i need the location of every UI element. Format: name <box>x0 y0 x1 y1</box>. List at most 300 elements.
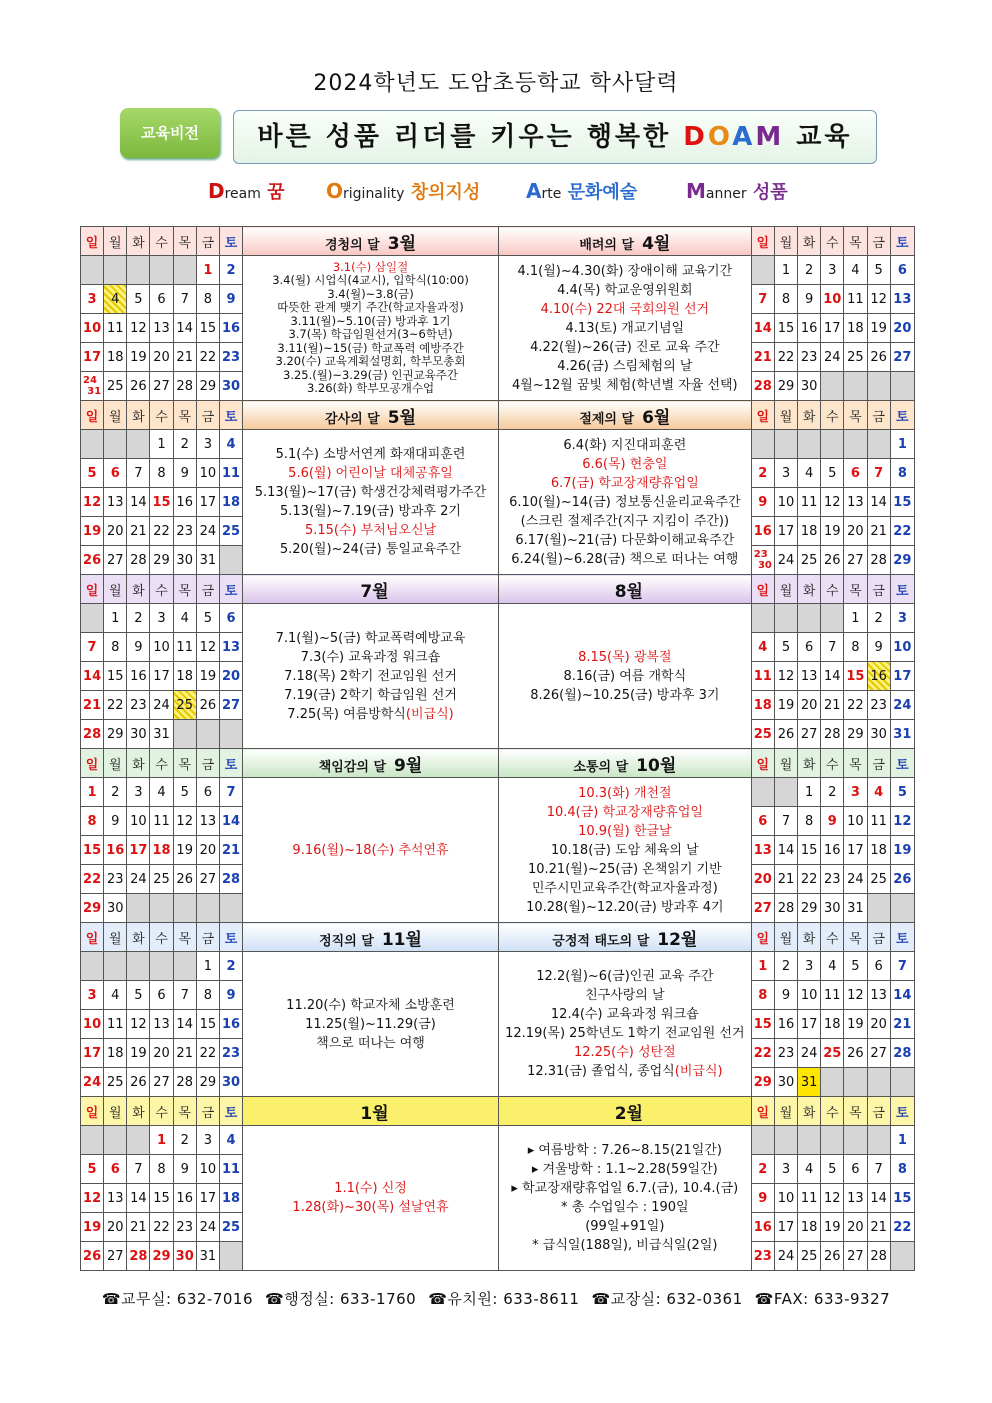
event-item: 7.3(수) 교육과정 워크숍 <box>300 649 441 665</box>
day-cell-nov: 16 <box>219 1010 242 1039</box>
day-cell-sep: 29 <box>81 894 104 923</box>
event-item: 8.15(목) 광복절 <box>578 649 672 665</box>
day-cell-may: 14 <box>127 488 150 517</box>
day-cell-mar: 22 <box>196 343 219 372</box>
day-cell-jun <box>798 430 821 459</box>
event-item: 3.7(목) 학급임원선거(3~6학년) <box>288 327 453 341</box>
weekday-left-2: 화 <box>127 1097 150 1126</box>
day-cell-oct: 9 <box>821 807 844 836</box>
day-cell-oct: 10 <box>844 807 867 836</box>
day-cell-jul: 24 <box>150 691 173 720</box>
event-item: 4.4(목) 학교운영위원회 <box>557 282 693 298</box>
events-feb <box>498 1126 751 1271</box>
day-cell-dec: 19 <box>844 1010 867 1039</box>
event-item: 12.2(월)~6(금)인권 교육 주간 <box>536 969 714 984</box>
day-cell-nov: 19 <box>127 1039 150 1068</box>
day-cell-aug <box>821 604 844 633</box>
day-cell-jan: 10 <box>196 1155 219 1184</box>
day-cell-jan: 31 <box>196 1242 219 1271</box>
event-item: * 급식일(188일), 비급식일(2일) <box>532 1238 718 1253</box>
day-cell-oct: 15 <box>798 836 821 865</box>
day-cell-jul: 16 <box>127 662 150 691</box>
event-item: ▸ 학교장재량휴업일 6.7.(금), 10.4.(금) <box>511 1181 739 1196</box>
day-cell-jan: 16 <box>173 1184 196 1213</box>
day-cell-feb: 19 <box>821 1213 844 1242</box>
day-cell-may: 13 <box>104 488 127 517</box>
weekday-right-2: 화 <box>798 401 821 430</box>
day-cell-oct: 13 <box>751 836 774 865</box>
day-cell-feb: 10 <box>774 1184 797 1213</box>
day-cell-feb <box>751 1126 774 1155</box>
weekday-left-5: 금 <box>196 1097 219 1126</box>
month-header-mar: 경청의 달 3월 <box>243 227 499 256</box>
vision-badge: 교육비전 <box>120 108 220 158</box>
month-header-jan: 1월 <box>243 1097 499 1126</box>
day-cell-oct: 7 <box>774 807 797 836</box>
event-item: 5.1(수) 소방서연계 화재대피훈련 <box>275 447 466 462</box>
day-cell-jun: 16 <box>751 517 774 546</box>
day-cell-may: 2 <box>173 430 196 459</box>
day-cell-jul <box>196 720 219 749</box>
event-item: 7.1(월)~5(금) 학교폭력예방교육 <box>275 630 466 646</box>
day-cell-sep: 11 <box>150 807 173 836</box>
day-cell-oct: 4 <box>867 778 890 807</box>
day-cell-jan: 21 <box>127 1213 150 1242</box>
day-cell-jan: 3 <box>196 1126 219 1155</box>
day-cell-feb <box>774 1126 797 1155</box>
day-cell-apr: 14 <box>751 314 774 343</box>
day-cell-jul: 20 <box>219 662 242 691</box>
events-jun <box>498 430 751 575</box>
day-cell-apr: 16 <box>798 314 821 343</box>
day-cell-jul <box>173 720 196 749</box>
weekday-right-6: 토 <box>890 575 914 604</box>
day-cell-sep: 3 <box>127 778 150 807</box>
day-cell-nov: 18 <box>104 1039 127 1068</box>
event-item: 6.7(금) 학교장재량휴업일 <box>550 475 699 491</box>
day-cell-mar <box>127 256 150 285</box>
day-cell-dec: 14 <box>890 981 914 1010</box>
weekday-left-5: 금 <box>196 923 219 952</box>
day-cell-jun <box>867 430 890 459</box>
day-cell-mar: 28 <box>173 372 196 401</box>
day-cell-may: 20 <box>104 517 127 546</box>
day-cell-apr <box>890 372 914 401</box>
day-cell-mar: 15 <box>196 314 219 343</box>
month-header-oct: 소통의 달 10월 <box>498 749 751 778</box>
day-cell-sep <box>219 894 242 923</box>
day-cell-sep: 19 <box>173 836 196 865</box>
event-item: ▸ 여름방학 : 7.26~8.15(21일간) <box>527 1143 722 1158</box>
weekday-right-3: 수 <box>821 923 844 952</box>
weekday-left-5: 금 <box>196 575 219 604</box>
day-cell-feb: 15 <box>890 1184 914 1213</box>
weekday-right-6: 토 <box>890 923 914 952</box>
day-cell-jan: 13 <box>104 1184 127 1213</box>
weekday-right-1: 월 <box>774 1097 797 1126</box>
day-cell-nov: 5 <box>127 981 150 1010</box>
day-cell-sep: 21 <box>219 836 242 865</box>
day-cell-apr: 15 <box>774 314 797 343</box>
day-cell-apr: 20 <box>890 314 914 343</box>
day-cell-mar <box>173 256 196 285</box>
weekday-left-0: 일 <box>81 401 104 430</box>
day-cell-mar <box>104 256 127 285</box>
day-cell-aug: 5 <box>774 633 797 662</box>
day-cell-nov: 3 <box>81 981 104 1010</box>
weekday-left-0: 일 <box>81 227 104 256</box>
day-cell-apr: 29 <box>774 372 797 401</box>
day-cell-jul: 17 <box>150 662 173 691</box>
day-cell-dec: 5 <box>844 952 867 981</box>
day-cell-mar: 18 <box>104 343 127 372</box>
day-cell-dec: 27 <box>867 1039 890 1068</box>
event-item: 3.26(화) 학부모공개수업 <box>306 381 435 395</box>
day-cell-dec: 15 <box>751 1010 774 1039</box>
weekday-left-1: 월 <box>104 1097 127 1126</box>
day-cell-feb: 13 <box>844 1184 867 1213</box>
day-cell-aug: 18 <box>751 691 774 720</box>
day-cell-sep: 24 <box>127 865 150 894</box>
day-cell-jan: 19 <box>81 1213 104 1242</box>
day-cell-oct <box>774 778 797 807</box>
day-cell-jul: 31 <box>150 720 173 749</box>
weekday-right-5: 금 <box>867 1097 890 1126</box>
day-cell-nov <box>127 952 150 981</box>
day-cell-jun: 12 <box>821 488 844 517</box>
day-cell-jul: 5 <box>196 604 219 633</box>
day-cell-oct: 29 <box>798 894 821 923</box>
weekday-right-3: 수 <box>821 1097 844 1126</box>
day-cell-dec: 21 <box>890 1010 914 1039</box>
day-cell-dec: 2 <box>774 952 797 981</box>
events-aug <box>498 604 751 749</box>
event-item: 12.4(수) 교육과정 워크숍 <box>550 1007 699 1022</box>
day-cell-jan: 14 <box>127 1184 150 1213</box>
weekday-left-3: 수 <box>150 401 173 430</box>
month-header-jul: 7월 <box>243 575 499 604</box>
day-cell-sep: 1 <box>81 778 104 807</box>
event-item: 4.13(토) 개교기념일 <box>565 320 685 336</box>
day-cell-aug: 29 <box>844 720 867 749</box>
weekday-right-6: 토 <box>890 1097 914 1126</box>
day-cell-may <box>127 430 150 459</box>
day-cell-nov <box>81 952 104 981</box>
event-item: 4.26(금) 스림체험의 날 <box>557 358 693 374</box>
day-cell-may: 19 <box>81 517 104 546</box>
weekday-right-3: 수 <box>821 227 844 256</box>
day-cell-jul <box>219 720 242 749</box>
day-cell-dec: 25 <box>821 1039 844 1068</box>
day-cell-jul: 10 <box>150 633 173 662</box>
day-cell-may: 12 <box>81 488 104 517</box>
day-cell-jun: 15 <box>890 488 914 517</box>
weekday-right-2: 화 <box>798 575 821 604</box>
event-item: 5.13(월)~7.19(금) 방과후 2기 <box>280 504 461 519</box>
weekday-left-6: 토 <box>219 401 242 430</box>
weekday-left-1: 월 <box>104 227 127 256</box>
day-cell-aug: 26 <box>774 720 797 749</box>
day-cell-jan: 23 <box>173 1213 196 1242</box>
day-cell-jun: 29 <box>890 546 914 575</box>
day-cell-jul: 18 <box>173 662 196 691</box>
day-cell-nov <box>173 952 196 981</box>
day-cell-feb: 12 <box>821 1184 844 1213</box>
weekday-left-2: 화 <box>127 923 150 952</box>
day-cell-mar: 4 <box>104 285 127 314</box>
day-cell-nov: 22 <box>196 1039 219 1068</box>
event-item: 4.10(수) 22대 국회의원 선거 <box>540 301 710 317</box>
month-header-sep: 책임감의 달 9월 <box>243 749 499 778</box>
day-cell-sep: 2 <box>104 778 127 807</box>
day-cell-jul: 27 <box>219 691 242 720</box>
day-cell-jan: 27 <box>104 1242 127 1271</box>
day-cell-sep: 23 <box>104 865 127 894</box>
day-cell-apr <box>844 372 867 401</box>
day-cell-aug <box>751 604 774 633</box>
day-cell-dec: 4 <box>821 952 844 981</box>
value-originality: Originality 창의지성 <box>326 179 481 203</box>
day-cell-mar: 27 <box>150 372 173 401</box>
day-cell-mar: 1 <box>196 256 219 285</box>
day-cell-jun <box>821 430 844 459</box>
events-apr <box>498 256 751 401</box>
day-cell-jan: 8 <box>150 1155 173 1184</box>
weekday-right-0: 일 <box>751 923 774 952</box>
day-cell-mar <box>81 256 104 285</box>
day-cell-sep: 6 <box>196 778 219 807</box>
weekday-left-3: 수 <box>150 923 173 952</box>
day-cell-oct: 19 <box>890 836 914 865</box>
month-header-nov: 정직의 달 11월 <box>243 923 499 952</box>
day-cell-mar <box>150 256 173 285</box>
day-cell-nov: 26 <box>127 1068 150 1097</box>
day-cell-mar: 14 <box>173 314 196 343</box>
day-cell-mar: 11 <box>104 314 127 343</box>
event-item: 8.26(월)~10.25(금) 방과후 3기 <box>530 687 720 703</box>
weekday-right-0: 일 <box>751 1097 774 1126</box>
day-cell-jun: 10 <box>774 488 797 517</box>
day-cell-mar: 12 <box>127 314 150 343</box>
day-cell-mar: 30 <box>219 372 242 401</box>
day-cell-feb: 25 <box>798 1242 821 1271</box>
day-cell-sep: 10 <box>127 807 150 836</box>
day-cell-dec: 8 <box>751 981 774 1010</box>
day-cell-aug: 10 <box>890 633 914 662</box>
month-header-jun: 절제의 달 6월 <box>498 401 751 430</box>
day-cell-jan: 18 <box>219 1184 242 1213</box>
day-cell-apr: 11 <box>844 285 867 314</box>
day-cell-nov: 14 <box>173 1010 196 1039</box>
day-cell-jul: 4 <box>173 604 196 633</box>
weekday-left-4: 목 <box>173 923 196 952</box>
events-dec <box>498 952 751 1097</box>
day-cell-mar: 19 <box>127 343 150 372</box>
weekday-right-0: 일 <box>751 401 774 430</box>
day-cell-jul: 9 <box>127 633 150 662</box>
weekday-right-2: 화 <box>798 227 821 256</box>
day-cell-jul: 2 <box>127 604 150 633</box>
day-cell-apr: 13 <box>890 285 914 314</box>
event-item: 8.16(금) 여름 개학식 <box>563 668 687 684</box>
day-cell-jan: 1 <box>150 1126 173 1155</box>
day-cell-sep: 5 <box>173 778 196 807</box>
month-header-may: 감사의 달 5월 <box>243 401 499 430</box>
events-may <box>243 430 499 575</box>
day-cell-aug: 24 <box>890 691 914 720</box>
weekday-left-2: 화 <box>127 575 150 604</box>
day-cell-apr: 28 <box>751 372 774 401</box>
weekday-right-6: 토 <box>890 749 914 778</box>
day-cell-oct: 8 <box>798 807 821 836</box>
day-cell-feb <box>798 1126 821 1155</box>
day-cell-dec: 9 <box>774 981 797 1010</box>
day-cell-jul: 11 <box>173 633 196 662</box>
day-cell-jul: 8 <box>104 633 127 662</box>
weekday-left-5: 금 <box>196 749 219 778</box>
day-cell-nov: 29 <box>196 1068 219 1097</box>
day-cell-jun: 8 <box>890 459 914 488</box>
weekday-right-5: 금 <box>867 749 890 778</box>
day-cell-jun: 22 <box>890 517 914 546</box>
event-item: 11.25(월)~11.29(금) <box>305 1016 436 1032</box>
day-cell-apr: 25 <box>844 343 867 372</box>
day-cell-oct: 21 <box>774 865 797 894</box>
event-item: 12.31(금) 졸업식, 종업식(비급식) <box>527 1064 723 1079</box>
day-cell-sep: 14 <box>219 807 242 836</box>
day-cell-mar: 25 <box>104 372 127 401</box>
day-cell-jul: 29 <box>104 720 127 749</box>
day-cell-apr <box>751 256 774 285</box>
day-cell-may <box>104 430 127 459</box>
event-item: 6.6(목) 현충일 <box>582 456 668 472</box>
day-cell-jun: 21 <box>867 517 890 546</box>
day-cell-aug: 28 <box>821 720 844 749</box>
day-cell-aug: 3 <box>890 604 914 633</box>
event-item: 12.19(목) 25학년도 1학기 전교임원 선거 <box>505 1026 745 1041</box>
day-cell-jan <box>127 1126 150 1155</box>
day-cell-aug: 30 <box>867 720 890 749</box>
day-cell-jun: 7 <box>867 459 890 488</box>
day-cell-mar: 9 <box>219 285 242 314</box>
day-cell-jul: 30 <box>127 720 150 749</box>
day-cell-jul: 25 <box>173 691 196 720</box>
phone-fax: ☎FAX: 633-9327 <box>754 1290 891 1308</box>
day-cell-jul: 28 <box>81 720 104 749</box>
day-cell-feb: 16 <box>751 1213 774 1242</box>
day-cell-jun: 17 <box>774 517 797 546</box>
day-cell-jan: 22 <box>150 1213 173 1242</box>
weekday-left-1: 월 <box>104 749 127 778</box>
weekday-left-5: 금 <box>196 227 219 256</box>
day-cell-nov: 4 <box>104 981 127 1010</box>
day-cell-apr <box>821 372 844 401</box>
weekday-right-0: 일 <box>751 749 774 778</box>
day-cell-apr: 23 <box>798 343 821 372</box>
day-cell-jun: 28 <box>867 546 890 575</box>
day-cell-dec: 23 <box>774 1039 797 1068</box>
contact-footer <box>0 1288 992 1309</box>
day-cell-may: 22 <box>150 517 173 546</box>
day-cell-dec: 12 <box>844 981 867 1010</box>
day-cell-jun <box>751 430 774 459</box>
phone-principal: ☎교장실: 632-0361 <box>591 1290 743 1308</box>
day-cell-feb: 27 <box>844 1242 867 1271</box>
day-cell-feb: 24 <box>774 1242 797 1271</box>
day-cell-oct: 31 <box>844 894 867 923</box>
day-cell-dec: 16 <box>774 1010 797 1039</box>
day-cell-may: 23 <box>173 517 196 546</box>
day-cell-may: 29 <box>150 546 173 575</box>
day-cell-may: 26 <box>81 546 104 575</box>
weekday-right-1: 월 <box>774 575 797 604</box>
day-cell-jan: 7 <box>127 1155 150 1184</box>
weekday-left-6: 토 <box>219 923 242 952</box>
event-item: 6.4(화) 지진대피훈련 <box>563 437 687 453</box>
event-item: 5.20(월)~24(금) 통일교육주간 <box>279 542 462 557</box>
day-cell-sep <box>150 894 173 923</box>
day-cell-mar: 13 <box>150 314 173 343</box>
day-cell-aug <box>798 604 821 633</box>
day-cell-jan: 5 <box>81 1155 104 1184</box>
day-cell-apr: 22 <box>774 343 797 372</box>
core-values <box>0 178 992 208</box>
day-cell-jun: 3 <box>774 459 797 488</box>
day-cell-oct: 2 <box>821 778 844 807</box>
day-cell-oct: 6 <box>751 807 774 836</box>
academic-calendar <box>80 226 915 1271</box>
event-item: 3.4(월) 시업식(4교시), 입학식(10:00) <box>272 273 469 287</box>
event-item: 1.1(수) 신정 <box>334 1181 407 1196</box>
day-cell-jul: 12 <box>196 633 219 662</box>
day-cell-jul: 7 <box>81 633 104 662</box>
day-cell-dec <box>821 1068 844 1097</box>
day-cell-may: 24 <box>196 517 219 546</box>
day-cell-jun: 19 <box>821 517 844 546</box>
day-cell-oct: 27 <box>751 894 774 923</box>
weekday-left-0: 일 <box>81 575 104 604</box>
day-cell-apr: 3 <box>821 256 844 285</box>
weekday-right-1: 월 <box>774 401 797 430</box>
day-cell-jun: 13 <box>844 488 867 517</box>
weekday-left-0: 일 <box>81 1097 104 1126</box>
day-cell-feb: 26 <box>821 1242 844 1271</box>
day-cell-aug: 6 <box>798 633 821 662</box>
day-cell-jan: 6 <box>104 1155 127 1184</box>
day-cell-jun: 25 <box>798 546 821 575</box>
day-cell-feb: 8 <box>890 1155 914 1184</box>
day-cell-nov: 20 <box>150 1039 173 1068</box>
day-cell-feb: 18 <box>798 1213 821 1242</box>
day-cell-jan: 30 <box>173 1242 196 1271</box>
day-cell-apr: 30 <box>798 372 821 401</box>
event-item: 5.15(수) 부처님오신날 <box>304 523 437 538</box>
events-jan <box>243 1126 499 1271</box>
day-cell-may: 18 <box>219 488 242 517</box>
day-cell-dec: 17 <box>798 1010 821 1039</box>
day-cell-aug: 19 <box>774 691 797 720</box>
day-cell-nov: 12 <box>127 1010 150 1039</box>
day-cell-oct: 14 <box>774 836 797 865</box>
weekday-left-3: 수 <box>150 227 173 256</box>
event-item: 친구사랑의 날 <box>585 988 665 1003</box>
event-item: 책으로 떠나는 여행 <box>316 1035 425 1051</box>
event-item: 3.25.(월)~3.29(금) 인권교육주간 <box>283 367 458 382</box>
day-cell-oct: 3 <box>844 778 867 807</box>
day-cell-nov: 13 <box>150 1010 173 1039</box>
day-cell-jul: 1 <box>104 604 127 633</box>
day-cell-jan: 15 <box>150 1184 173 1213</box>
